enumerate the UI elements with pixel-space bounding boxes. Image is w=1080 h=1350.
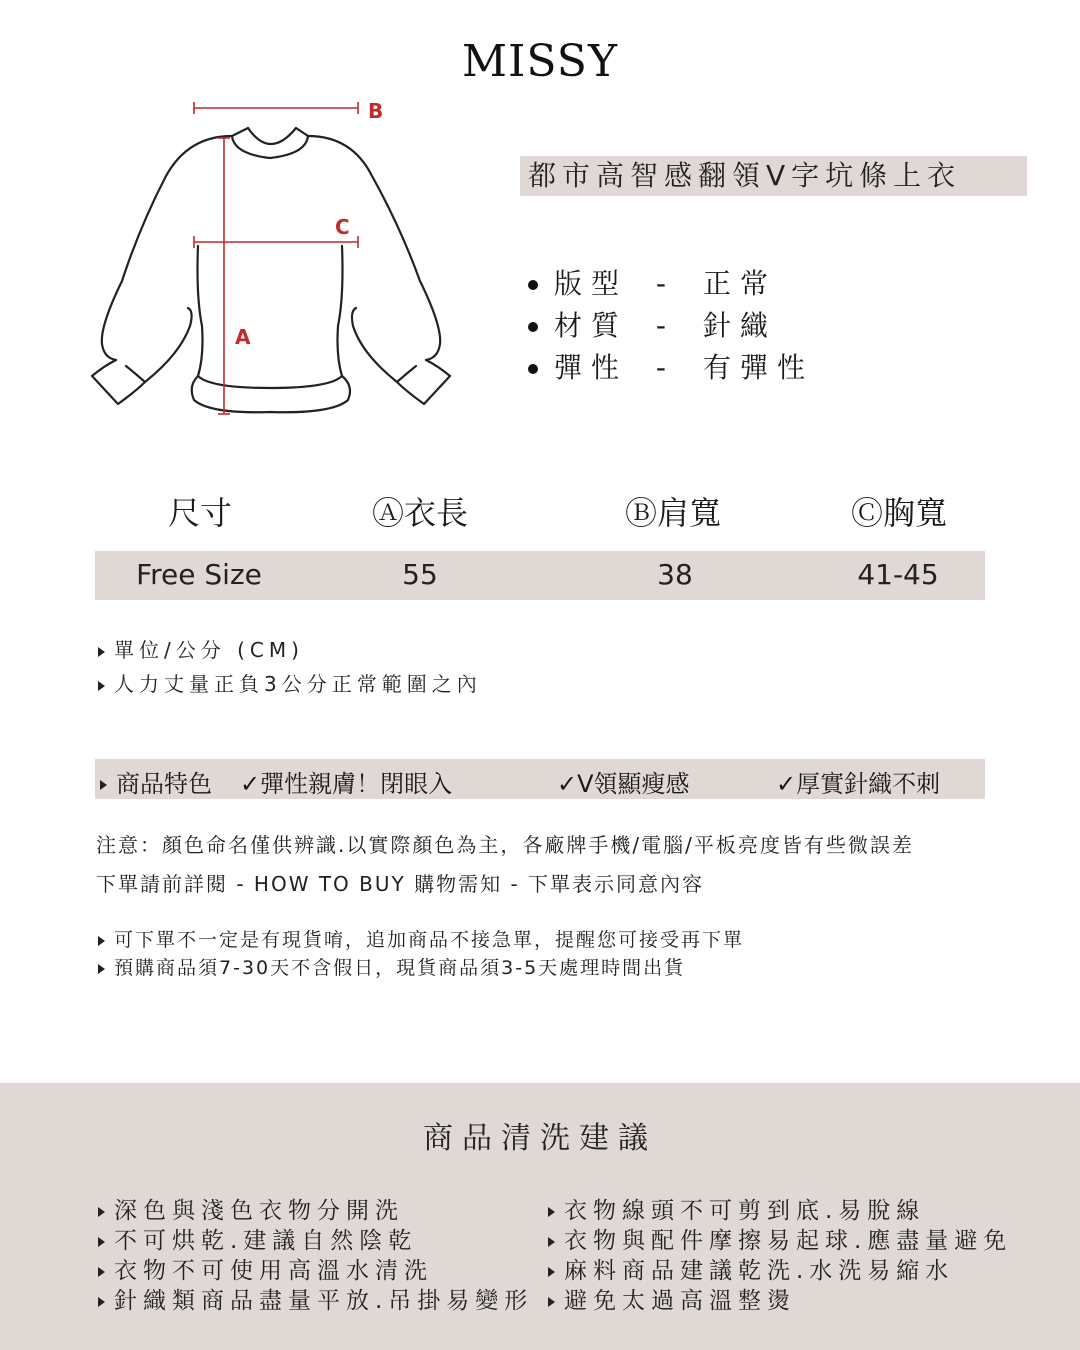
care-item: 深色與淺色衣物分開洗	[98, 1192, 404, 1225]
label-a: A	[235, 325, 251, 349]
spec-separator: -	[655, 309, 676, 342]
triangle-bullet-icon	[100, 780, 107, 790]
spec-value: 有彈性	[702, 351, 814, 384]
triangle-bullet-icon	[548, 1237, 555, 1247]
care-item: 衣物不可使用高溫水清洗	[98, 1252, 433, 1285]
spec-fit	[528, 262, 777, 302]
product-title: 都市高智感翻領V字坑條上衣	[528, 159, 962, 192]
feature-item-1: ✓彈性親膚！閉眼入	[240, 770, 453, 798]
spec-separator: -	[655, 351, 676, 384]
unit-note	[98, 634, 304, 663]
triangle-bullet-icon	[548, 1297, 555, 1307]
size-cell-length: 55	[402, 558, 438, 591]
triangle-bullet-icon	[98, 1207, 105, 1217]
size-cell-name: Free Size	[136, 558, 262, 591]
spec-label: 版型	[554, 267, 629, 300]
triangle-bullet-icon	[98, 1297, 105, 1307]
spec-value: 針織	[702, 309, 777, 342]
spec-elasticity	[528, 346, 814, 386]
size-header-chest: Ⓒ胸寬	[850, 494, 947, 532]
order-note-text: 預購商品須7-30天不含假日，現貨商品須3-5天處理時間出貨	[114, 957, 686, 979]
spec-material	[528, 304, 777, 344]
label-b: B	[368, 99, 384, 123]
size-header-shoulder: Ⓑ肩寬	[624, 494, 721, 532]
brand-logo: MISSY	[462, 36, 618, 87]
triangle-bullet-icon	[98, 964, 105, 974]
triangle-bullet-icon	[548, 1267, 555, 1277]
spec-label: 材質	[554, 309, 629, 342]
sweater-outline-icon	[70, 96, 490, 426]
care-item: 不可烘乾.建議自然陰乾	[98, 1222, 417, 1255]
care-item: 衣物與配件摩擦易起球.應盡量避免	[548, 1222, 1012, 1255]
spec-label: 彈性	[554, 351, 629, 384]
unit-note-text: 單位/公分 (CM)	[114, 638, 304, 662]
bullet-icon	[528, 364, 538, 374]
tolerance-note-text: 人力丈量正負3公分正常範圍之內	[114, 672, 482, 696]
triangle-bullet-icon	[98, 936, 105, 946]
triangle-bullet-icon	[98, 1267, 105, 1277]
features-title	[100, 764, 212, 799]
care-item: 針織類商品盡量平放.吊掛易變形	[98, 1282, 533, 1315]
care-title: 商品清洗建議	[423, 1121, 657, 1156]
triangle-bullet-icon	[98, 681, 105, 691]
spec-value: 正常	[702, 267, 777, 300]
care-item: 麻料商品建議乾洗.水洗易縮水	[548, 1252, 954, 1285]
color-notice: 注意：顏色命名僅供辨識.以實際顏色為主，各廠牌手機/電腦/平板亮度皆有些微誤差	[96, 833, 914, 857]
size-header-length: Ⓐ衣長	[371, 494, 468, 532]
feature-item-3: ✓厚實針織不刺	[776, 770, 941, 798]
feature-item-2: ✓V領顯瘦感	[557, 770, 690, 798]
order-note-text: 可下單不一定是有現貨唷，追加商品不接急單，提醒您可接受再下單	[114, 929, 745, 951]
care-item: 衣物線頭不可剪到底.易脫線	[548, 1192, 925, 1225]
order-note-preorder	[98, 953, 685, 980]
label-c: C	[335, 215, 350, 239]
how-to-buy-notice: 下單請前詳閱 - HOW TO BUY 購物需知 - 下單表示同意內容	[96, 872, 705, 896]
bullet-icon	[528, 322, 538, 332]
product-title-bar	[520, 156, 1027, 196]
care-item: 避免太過高溫整燙	[548, 1282, 796, 1315]
garment-measurement-diagram	[70, 96, 490, 426]
size-cell-shoulder: 38	[657, 558, 693, 591]
triangle-bullet-icon	[548, 1207, 555, 1217]
order-note-stock	[98, 925, 744, 952]
bullet-icon	[528, 280, 538, 290]
tolerance-note	[98, 668, 482, 697]
size-header-size: 尺寸	[167, 494, 232, 532]
size-cell-chest: 41-45	[857, 558, 939, 591]
triangle-bullet-icon	[98, 647, 105, 657]
triangle-bullet-icon	[98, 1237, 105, 1247]
features-title-text: 商品特色	[116, 770, 212, 798]
spec-separator: -	[655, 267, 676, 300]
